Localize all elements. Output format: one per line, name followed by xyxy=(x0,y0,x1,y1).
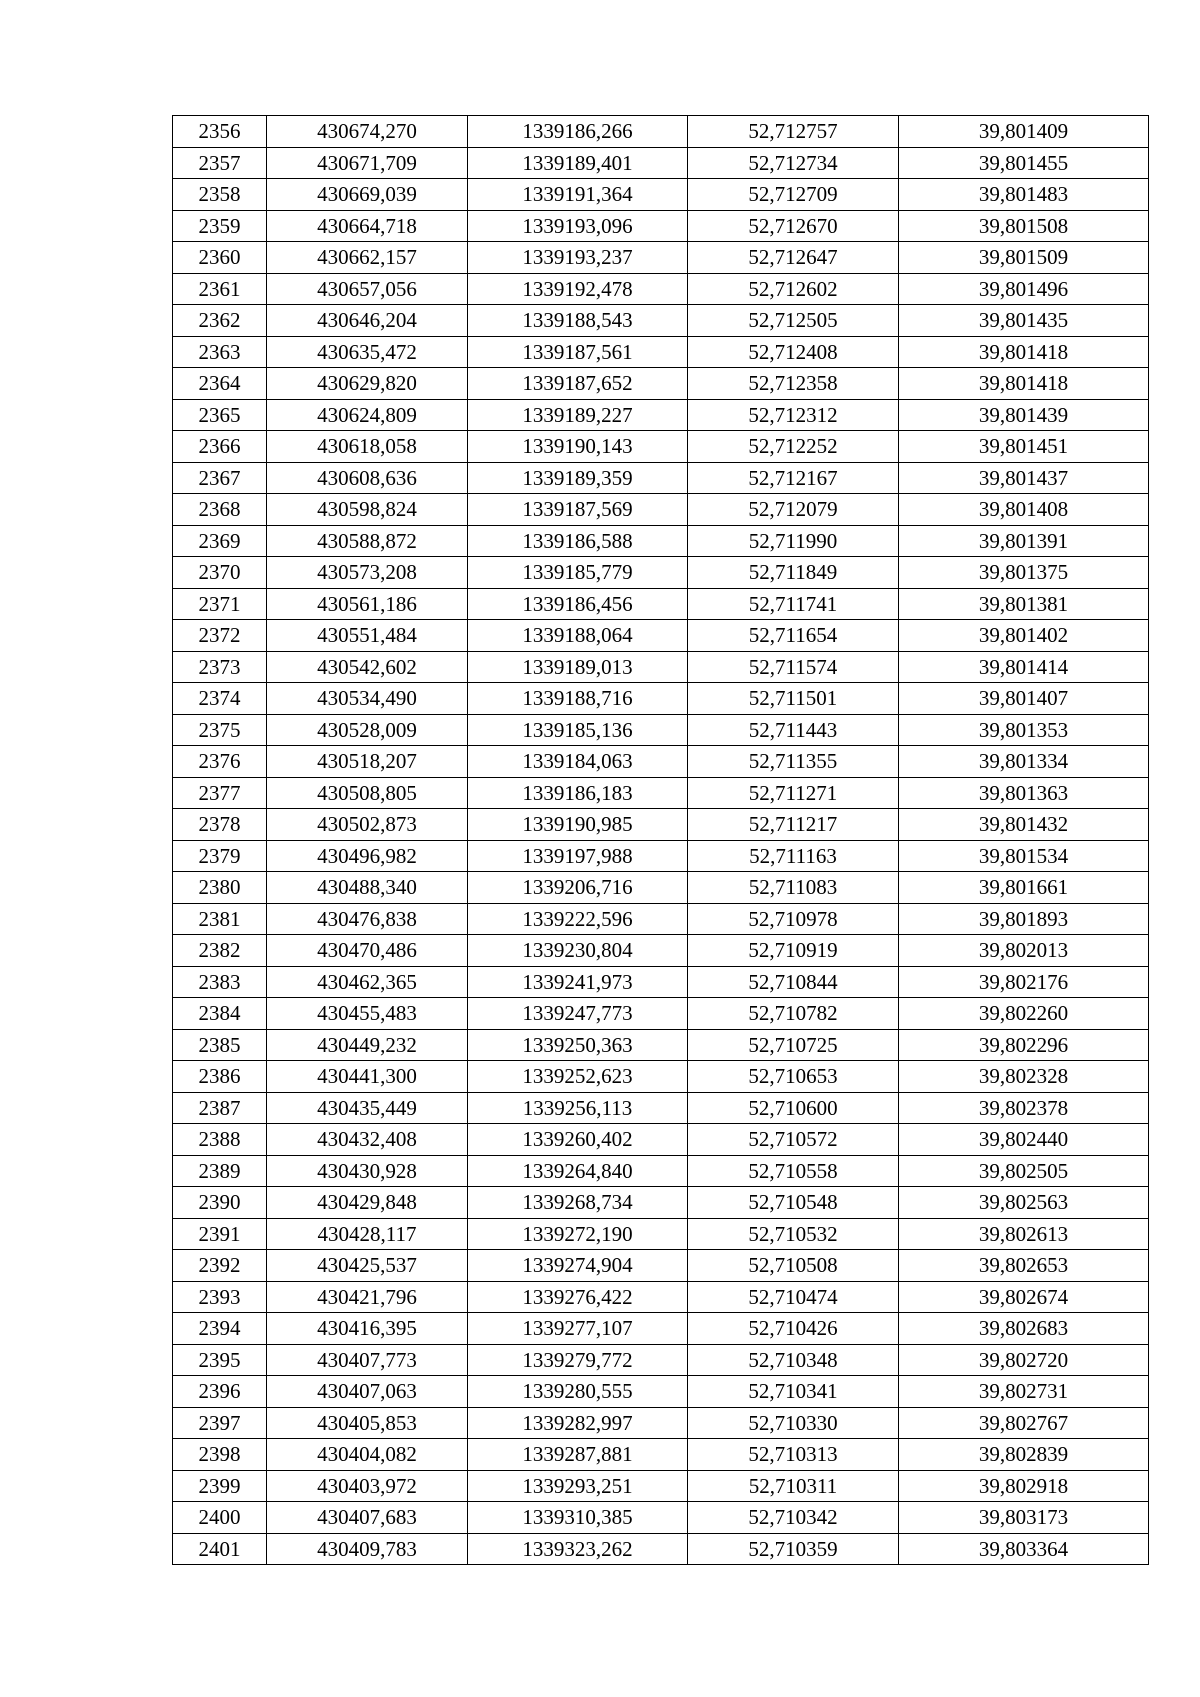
table-row xyxy=(173,1187,1149,1219)
coordinates-table-body xyxy=(173,116,1149,1565)
latitude-cell: 52,711217 xyxy=(688,809,899,841)
coord-x-cell: 430432,408 xyxy=(267,1124,468,1156)
table-row xyxy=(173,809,1149,841)
table-row xyxy=(173,1533,1149,1565)
table-row xyxy=(173,179,1149,211)
table-row xyxy=(173,1313,1149,1345)
coord-x-cell: 430405,853 xyxy=(267,1407,468,1439)
coord-y-cell: 1339192,478 xyxy=(468,273,688,305)
longitude-cell: 39,802731 xyxy=(899,1376,1149,1408)
coord-x-cell: 430476,838 xyxy=(267,903,468,935)
longitude-cell: 39,801451 xyxy=(899,431,1149,463)
coord-x-cell: 430674,270 xyxy=(267,116,468,148)
table-row xyxy=(173,1250,1149,1282)
point-number-cell: 2401 xyxy=(173,1533,267,1565)
longitude-cell: 39,802296 xyxy=(899,1029,1149,1061)
longitude-cell: 39,802176 xyxy=(899,966,1149,998)
coord-x-cell: 430430,928 xyxy=(267,1155,468,1187)
longitude-cell: 39,802720 xyxy=(899,1344,1149,1376)
latitude-cell: 52,710844 xyxy=(688,966,899,998)
coord-x-cell: 430573,208 xyxy=(267,557,468,589)
coord-y-cell: 1339282,997 xyxy=(468,1407,688,1439)
point-number-cell: 2374 xyxy=(173,683,267,715)
table-row xyxy=(173,998,1149,1030)
coord-x-cell: 430407,773 xyxy=(267,1344,468,1376)
coord-x-cell: 430534,490 xyxy=(267,683,468,715)
coord-y-cell: 1339186,588 xyxy=(468,525,688,557)
table-row xyxy=(173,1376,1149,1408)
table-row xyxy=(173,494,1149,526)
coord-x-cell: 430542,602 xyxy=(267,651,468,683)
point-number-cell: 2372 xyxy=(173,620,267,652)
coord-x-cell: 430470,486 xyxy=(267,935,468,967)
point-number-cell: 2385 xyxy=(173,1029,267,1061)
longitude-cell: 39,802839 xyxy=(899,1439,1149,1471)
latitude-cell: 52,711355 xyxy=(688,746,899,778)
coord-x-cell: 430551,484 xyxy=(267,620,468,652)
coord-y-cell: 1339186,183 xyxy=(468,777,688,809)
coord-x-cell: 430528,009 xyxy=(267,714,468,746)
latitude-cell: 52,710508 xyxy=(688,1250,899,1282)
table-row xyxy=(173,242,1149,274)
coord-x-cell: 430462,365 xyxy=(267,966,468,998)
longitude-cell: 39,801483 xyxy=(899,179,1149,211)
point-number-cell: 2375 xyxy=(173,714,267,746)
coord-x-cell: 430618,058 xyxy=(267,431,468,463)
longitude-cell: 39,802378 xyxy=(899,1092,1149,1124)
table-row xyxy=(173,1092,1149,1124)
point-number-cell: 2370 xyxy=(173,557,267,589)
latitude-cell: 52,712252 xyxy=(688,431,899,463)
table-row xyxy=(173,935,1149,967)
table-row xyxy=(173,1502,1149,1534)
point-number-cell: 2397 xyxy=(173,1407,267,1439)
coord-y-cell: 1339189,013 xyxy=(468,651,688,683)
longitude-cell: 39,802653 xyxy=(899,1250,1149,1282)
coord-x-cell: 430664,718 xyxy=(267,210,468,242)
coord-x-cell: 430407,683 xyxy=(267,1502,468,1534)
coord-x-cell: 430409,783 xyxy=(267,1533,468,1565)
latitude-cell: 52,711163 xyxy=(688,840,899,872)
coord-x-cell: 430455,483 xyxy=(267,998,468,1030)
longitude-cell: 39,801418 xyxy=(899,336,1149,368)
longitude-cell: 39,801363 xyxy=(899,777,1149,809)
table-row xyxy=(173,147,1149,179)
longitude-cell: 39,801534 xyxy=(899,840,1149,872)
longitude-cell: 39,802767 xyxy=(899,1407,1149,1439)
latitude-cell: 52,711741 xyxy=(688,588,899,620)
point-number-cell: 2365 xyxy=(173,399,267,431)
coord-x-cell: 430502,873 xyxy=(267,809,468,841)
table-row xyxy=(173,1407,1149,1439)
coord-x-cell: 430561,186 xyxy=(267,588,468,620)
table-row xyxy=(173,431,1149,463)
point-number-cell: 2386 xyxy=(173,1061,267,1093)
table-row xyxy=(173,210,1149,242)
coord-y-cell: 1339190,985 xyxy=(468,809,688,841)
longitude-cell: 39,801407 xyxy=(899,683,1149,715)
point-number-cell: 2363 xyxy=(173,336,267,368)
coord-y-cell: 1339323,262 xyxy=(468,1533,688,1565)
latitude-cell: 52,710311 xyxy=(688,1470,899,1502)
coord-y-cell: 1339186,456 xyxy=(468,588,688,620)
longitude-cell: 39,801893 xyxy=(899,903,1149,935)
coord-x-cell: 430646,204 xyxy=(267,305,468,337)
latitude-cell: 52,712709 xyxy=(688,179,899,211)
latitude-cell: 52,712358 xyxy=(688,368,899,400)
table-row xyxy=(173,1439,1149,1471)
longitude-cell: 39,803173 xyxy=(899,1502,1149,1534)
longitude-cell: 39,801375 xyxy=(899,557,1149,589)
coord-x-cell: 430518,207 xyxy=(267,746,468,778)
table-row xyxy=(173,872,1149,904)
longitude-cell: 39,802674 xyxy=(899,1281,1149,1313)
coord-x-cell: 430624,809 xyxy=(267,399,468,431)
table-row xyxy=(173,273,1149,305)
longitude-cell: 39,801439 xyxy=(899,399,1149,431)
coord-y-cell: 1339293,251 xyxy=(468,1470,688,1502)
point-number-cell: 2390 xyxy=(173,1187,267,1219)
longitude-cell: 39,802563 xyxy=(899,1187,1149,1219)
point-number-cell: 2384 xyxy=(173,998,267,1030)
coord-y-cell: 1339260,402 xyxy=(468,1124,688,1156)
coord-y-cell: 1339193,237 xyxy=(468,242,688,274)
point-number-cell: 2376 xyxy=(173,746,267,778)
coord-x-cell: 430403,972 xyxy=(267,1470,468,1502)
coordinates-table xyxy=(172,115,1149,1565)
point-number-cell: 2366 xyxy=(173,431,267,463)
coord-x-cell: 430416,395 xyxy=(267,1313,468,1345)
table-row xyxy=(173,557,1149,589)
coord-x-cell: 430407,063 xyxy=(267,1376,468,1408)
latitude-cell: 52,710725 xyxy=(688,1029,899,1061)
table-row xyxy=(173,1218,1149,1250)
latitude-cell: 52,712757 xyxy=(688,116,899,148)
coord-y-cell: 1339187,561 xyxy=(468,336,688,368)
coord-x-cell: 430669,039 xyxy=(267,179,468,211)
table-row xyxy=(173,1061,1149,1093)
coord-x-cell: 430435,449 xyxy=(267,1092,468,1124)
longitude-cell: 39,801391 xyxy=(899,525,1149,557)
point-number-cell: 2362 xyxy=(173,305,267,337)
latitude-cell: 52,710348 xyxy=(688,1344,899,1376)
point-number-cell: 2358 xyxy=(173,179,267,211)
latitude-cell: 52,712670 xyxy=(688,210,899,242)
coord-x-cell: 430635,472 xyxy=(267,336,468,368)
coord-y-cell: 1339287,881 xyxy=(468,1439,688,1471)
longitude-cell: 39,803364 xyxy=(899,1533,1149,1565)
latitude-cell: 52,710978 xyxy=(688,903,899,935)
latitude-cell: 52,712734 xyxy=(688,147,899,179)
longitude-cell: 39,801353 xyxy=(899,714,1149,746)
point-number-cell: 2369 xyxy=(173,525,267,557)
latitude-cell: 52,712505 xyxy=(688,305,899,337)
table-row xyxy=(173,1470,1149,1502)
coord-x-cell: 430657,056 xyxy=(267,273,468,305)
latitude-cell: 52,711990 xyxy=(688,525,899,557)
latitude-cell: 52,710474 xyxy=(688,1281,899,1313)
coord-y-cell: 1339197,988 xyxy=(468,840,688,872)
coord-y-cell: 1339188,716 xyxy=(468,683,688,715)
latitude-cell: 52,710919 xyxy=(688,935,899,967)
longitude-cell: 39,801418 xyxy=(899,368,1149,400)
table-row xyxy=(173,651,1149,683)
latitude-cell: 52,710782 xyxy=(688,998,899,1030)
point-number-cell: 2361 xyxy=(173,273,267,305)
coord-y-cell: 1339250,363 xyxy=(468,1029,688,1061)
latitude-cell: 52,710341 xyxy=(688,1376,899,1408)
longitude-cell: 39,801435 xyxy=(899,305,1149,337)
latitude-cell: 52,710653 xyxy=(688,1061,899,1093)
coord-x-cell: 430421,796 xyxy=(267,1281,468,1313)
coord-x-cell: 430629,820 xyxy=(267,368,468,400)
coord-y-cell: 1339187,569 xyxy=(468,494,688,526)
coord-y-cell: 1339247,773 xyxy=(468,998,688,1030)
table-row xyxy=(173,1029,1149,1061)
point-number-cell: 2364 xyxy=(173,368,267,400)
coord-x-cell: 430671,709 xyxy=(267,147,468,179)
point-number-cell: 2359 xyxy=(173,210,267,242)
longitude-cell: 39,801381 xyxy=(899,588,1149,620)
longitude-cell: 39,801509 xyxy=(899,242,1149,274)
point-number-cell: 2396 xyxy=(173,1376,267,1408)
longitude-cell: 39,801414 xyxy=(899,651,1149,683)
longitude-cell: 39,802505 xyxy=(899,1155,1149,1187)
coord-y-cell: 1339277,107 xyxy=(468,1313,688,1345)
point-number-cell: 2380 xyxy=(173,872,267,904)
coord-x-cell: 430508,805 xyxy=(267,777,468,809)
coord-x-cell: 430425,537 xyxy=(267,1250,468,1282)
latitude-cell: 52,710426 xyxy=(688,1313,899,1345)
coord-x-cell: 430662,157 xyxy=(267,242,468,274)
longitude-cell: 39,801496 xyxy=(899,273,1149,305)
longitude-cell: 39,801409 xyxy=(899,116,1149,148)
coord-y-cell: 1339187,652 xyxy=(468,368,688,400)
table-row xyxy=(173,305,1149,337)
coord-x-cell: 430598,824 xyxy=(267,494,468,526)
latitude-cell: 52,712408 xyxy=(688,336,899,368)
longitude-cell: 39,802918 xyxy=(899,1470,1149,1502)
point-number-cell: 2381 xyxy=(173,903,267,935)
point-number-cell: 2398 xyxy=(173,1439,267,1471)
coord-x-cell: 430608,636 xyxy=(267,462,468,494)
table-row xyxy=(173,683,1149,715)
longitude-cell: 39,802328 xyxy=(899,1061,1149,1093)
coord-y-cell: 1339189,401 xyxy=(468,147,688,179)
coord-y-cell: 1339206,716 xyxy=(468,872,688,904)
longitude-cell: 39,801661 xyxy=(899,872,1149,904)
point-number-cell: 2393 xyxy=(173,1281,267,1313)
point-number-cell: 2368 xyxy=(173,494,267,526)
coord-x-cell: 430488,340 xyxy=(267,872,468,904)
coord-y-cell: 1339279,772 xyxy=(468,1344,688,1376)
coord-y-cell: 1339191,364 xyxy=(468,179,688,211)
table-row xyxy=(173,116,1149,148)
latitude-cell: 52,711501 xyxy=(688,683,899,715)
latitude-cell: 52,710330 xyxy=(688,1407,899,1439)
table-row xyxy=(173,462,1149,494)
latitude-cell: 52,711083 xyxy=(688,872,899,904)
coord-y-cell: 1339190,143 xyxy=(468,431,688,463)
coord-x-cell: 430449,232 xyxy=(267,1029,468,1061)
longitude-cell: 39,801437 xyxy=(899,462,1149,494)
latitude-cell: 52,711849 xyxy=(688,557,899,589)
coord-y-cell: 1339272,190 xyxy=(468,1218,688,1250)
point-number-cell: 2367 xyxy=(173,462,267,494)
point-number-cell: 2377 xyxy=(173,777,267,809)
coord-y-cell: 1339189,227 xyxy=(468,399,688,431)
point-number-cell: 2383 xyxy=(173,966,267,998)
table-row xyxy=(173,1155,1149,1187)
latitude-cell: 52,712312 xyxy=(688,399,899,431)
coord-y-cell: 1339256,113 xyxy=(468,1092,688,1124)
longitude-cell: 39,802613 xyxy=(899,1218,1149,1250)
point-number-cell: 2357 xyxy=(173,147,267,179)
coord-y-cell: 1339186,266 xyxy=(468,116,688,148)
table-row xyxy=(173,966,1149,998)
latitude-cell: 52,710532 xyxy=(688,1218,899,1250)
table-row xyxy=(173,399,1149,431)
point-number-cell: 2388 xyxy=(173,1124,267,1156)
latitude-cell: 52,710359 xyxy=(688,1533,899,1565)
coord-x-cell: 430496,982 xyxy=(267,840,468,872)
coord-y-cell: 1339188,543 xyxy=(468,305,688,337)
coord-x-cell: 430404,082 xyxy=(267,1439,468,1471)
point-number-cell: 2394 xyxy=(173,1313,267,1345)
latitude-cell: 52,712079 xyxy=(688,494,899,526)
table-row xyxy=(173,336,1149,368)
coord-y-cell: 1339241,973 xyxy=(468,966,688,998)
coord-y-cell: 1339188,064 xyxy=(468,620,688,652)
longitude-cell: 39,801334 xyxy=(899,746,1149,778)
latitude-cell: 52,710313 xyxy=(688,1439,899,1471)
point-number-cell: 2371 xyxy=(173,588,267,620)
latitude-cell: 52,710558 xyxy=(688,1155,899,1187)
latitude-cell: 52,711574 xyxy=(688,651,899,683)
point-number-cell: 2360 xyxy=(173,242,267,274)
latitude-cell: 52,712647 xyxy=(688,242,899,274)
coord-y-cell: 1339193,096 xyxy=(468,210,688,242)
coord-x-cell: 430429,848 xyxy=(267,1187,468,1219)
latitude-cell: 52,712602 xyxy=(688,273,899,305)
table-row xyxy=(173,714,1149,746)
coord-x-cell: 430441,300 xyxy=(267,1061,468,1093)
point-number-cell: 2378 xyxy=(173,809,267,841)
point-number-cell: 2373 xyxy=(173,651,267,683)
table-row xyxy=(173,1344,1149,1376)
coord-y-cell: 1339274,904 xyxy=(468,1250,688,1282)
coord-y-cell: 1339230,804 xyxy=(468,935,688,967)
point-number-cell: 2391 xyxy=(173,1218,267,1250)
longitude-cell: 39,802683 xyxy=(899,1313,1149,1345)
coord-y-cell: 1339222,596 xyxy=(468,903,688,935)
table-row xyxy=(173,1281,1149,1313)
latitude-cell: 52,711654 xyxy=(688,620,899,652)
coord-y-cell: 1339252,623 xyxy=(468,1061,688,1093)
coord-y-cell: 1339185,136 xyxy=(468,714,688,746)
coord-y-cell: 1339185,779 xyxy=(468,557,688,589)
table-row xyxy=(173,1124,1149,1156)
coord-x-cell: 430588,872 xyxy=(267,525,468,557)
point-number-cell: 2392 xyxy=(173,1250,267,1282)
table-row xyxy=(173,525,1149,557)
table-row xyxy=(173,746,1149,778)
longitude-cell: 39,802440 xyxy=(899,1124,1149,1156)
coord-y-cell: 1339310,385 xyxy=(468,1502,688,1534)
coord-y-cell: 1339280,555 xyxy=(468,1376,688,1408)
latitude-cell: 52,710572 xyxy=(688,1124,899,1156)
point-number-cell: 2395 xyxy=(173,1344,267,1376)
longitude-cell: 39,802013 xyxy=(899,935,1149,967)
latitude-cell: 52,710342 xyxy=(688,1502,899,1534)
point-number-cell: 2356 xyxy=(173,116,267,148)
table-row xyxy=(173,903,1149,935)
point-number-cell: 2399 xyxy=(173,1470,267,1502)
longitude-cell: 39,801402 xyxy=(899,620,1149,652)
coord-y-cell: 1339184,063 xyxy=(468,746,688,778)
table-row xyxy=(173,588,1149,620)
coord-y-cell: 1339189,359 xyxy=(468,462,688,494)
point-number-cell: 2389 xyxy=(173,1155,267,1187)
table-row xyxy=(173,368,1149,400)
longitude-cell: 39,801455 xyxy=(899,147,1149,179)
coord-y-cell: 1339264,840 xyxy=(468,1155,688,1187)
coord-y-cell: 1339276,422 xyxy=(468,1281,688,1313)
latitude-cell: 52,712167 xyxy=(688,462,899,494)
longitude-cell: 39,802260 xyxy=(899,998,1149,1030)
latitude-cell: 52,710600 xyxy=(688,1092,899,1124)
longitude-cell: 39,801408 xyxy=(899,494,1149,526)
longitude-cell: 39,801432 xyxy=(899,809,1149,841)
point-number-cell: 2400 xyxy=(173,1502,267,1534)
longitude-cell: 39,801508 xyxy=(899,210,1149,242)
point-number-cell: 2387 xyxy=(173,1092,267,1124)
latitude-cell: 52,711271 xyxy=(688,777,899,809)
coord-y-cell: 1339268,734 xyxy=(468,1187,688,1219)
table-row xyxy=(173,777,1149,809)
point-number-cell: 2379 xyxy=(173,840,267,872)
latitude-cell: 52,711443 xyxy=(688,714,899,746)
coord-x-cell: 430428,117 xyxy=(267,1218,468,1250)
table-row xyxy=(173,840,1149,872)
table-row xyxy=(173,620,1149,652)
point-number-cell: 2382 xyxy=(173,935,267,967)
latitude-cell: 52,710548 xyxy=(688,1187,899,1219)
